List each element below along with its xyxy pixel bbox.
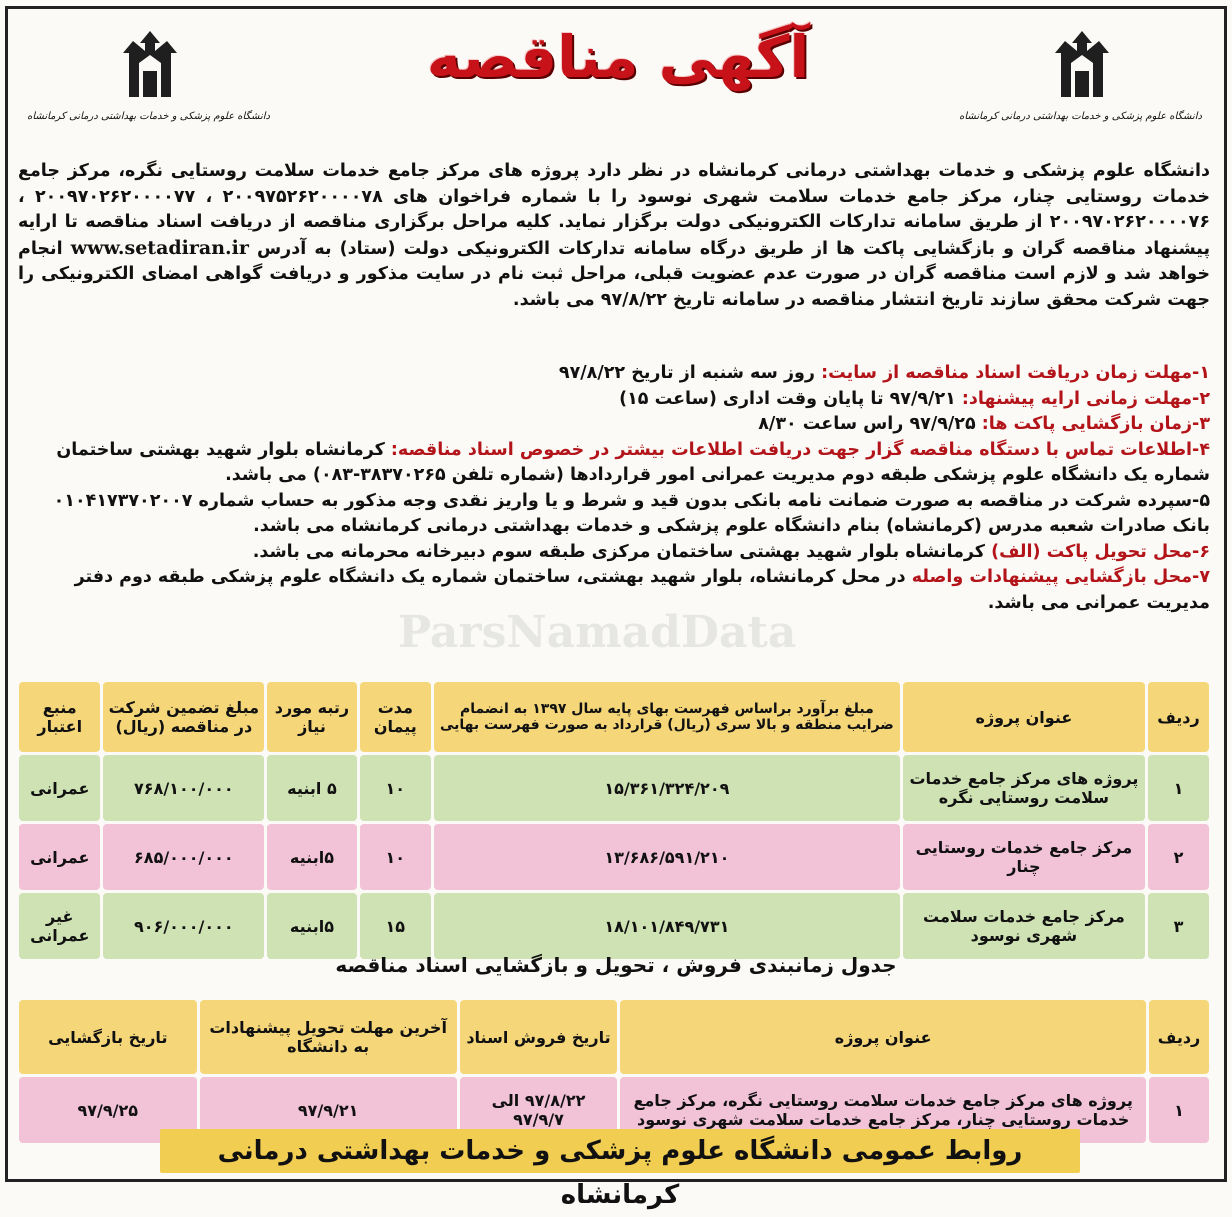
cell: غیر عمرانی [19, 893, 100, 959]
cell: ۱۵ [360, 893, 431, 959]
cell: ۹۷/۹/۲۵ [19, 1077, 197, 1143]
condition-item: ۳-زمان بازگشایی پاکت ها: ۹۷/۹/۲۵ راس ساعت ۸/۳۰ [758, 414, 1210, 434]
col-header: مبلغ تضمین شرکت در مناقصه (ریال) [103, 682, 264, 752]
cell: ۹۰۶/۰۰۰/۰۰۰ [103, 893, 264, 959]
cell: ۱۰ [360, 824, 431, 890]
notice-title: آگهی مناقصه [426, 23, 810, 91]
projects-table [16, 679, 1212, 962]
university-logo-right [959, 27, 1202, 122]
col-header: تاریخ بازگشایی [19, 1000, 197, 1074]
setad-url-link[interactable]: www.setadiran.ir [70, 236, 249, 259]
col-header: ردیف [1149, 1000, 1209, 1074]
intro-text-2: انجام خواهد شد و لازم است مناقصه گران در صورت عدم عضویت قبلی، مراحل ثبت نام در سایت مذکور و دریافت گواهی امضای الکترونیکی را جهت شرکت محقق سازند تاریخ انتشار مناقصه در سامانه تاریخ ۹۷/۸/۲۲ می باشد. [18, 238, 1210, 310]
cell: ۶۸۵/۰۰۰/۰۰۰ [103, 824, 264, 890]
col-header: مدت پیمان [360, 682, 431, 752]
col-header: رتبه مورد نیاز [267, 682, 357, 752]
table-row [19, 824, 1209, 890]
cell: ۱۰ [360, 755, 431, 821]
cell: عمرانی [19, 755, 100, 821]
table-header-row [19, 682, 1209, 752]
cell: ۹۷/۹/۲۱ [200, 1077, 457, 1143]
intro-paragraph [18, 159, 1210, 313]
cell: عمرانی [19, 824, 100, 890]
logo-caption: دانشگاه علوم پزشکی و خدمات بهداشتی درمانی کرمانشاه [27, 111, 270, 122]
schedule-table [16, 997, 1212, 1146]
condition-item: ۷-محل بازگشایی پیشنهادات واصله در محل کرمانشاه، بلوار شهید بهشتی، ساختمان شماره یک دانشگاه علوم پزشکی طبقه دوم دفتر مدیریت عمرانی می باشد. [74, 567, 1210, 613]
table-row [19, 893, 1209, 959]
footer-public-relations: روابط عمومی دانشگاه علوم پزشکی و خدمات بهداشتی درمانی کرمانشاه [160, 1129, 1080, 1173]
cell: ۳ [1148, 893, 1209, 959]
cell: ۱ [1149, 1077, 1209, 1143]
cell: مرکز جامع خدمات سلامت شهری نوسود [903, 893, 1145, 959]
col-header: عنوان پروژه [620, 1000, 1146, 1074]
cell: ۹۷/۸/۲۲ الی ۹۷/۹/۷ [460, 1077, 618, 1143]
intro-text: دانشگاه علوم پزشکی و خدمات بهداشتی درمانی کرمانشاه در نظر دارد پروژه های مرکز جامع خدمات سلامت روستایی نگره، مرکز جامع خدمات روستایی چنار، مرکز جامع خدمات سلامت شهری نوسود را با شماره فراخوان های ۲۰۰۹۷۵۲۶۲۰۰۰۰۷۸ ، ۲۰۰۹۷۰۲۶۲۰۰۰۰۷۷ ، ۲۰۰۹۷۰۲۶۲۰۰۰۰۷۶ از طریق سامانه تدارکات الکترونیکی دولت برگزار نماید. کلیه مراحل برگزاری مناقصه از دریافت اسناد مناقصه تا ارایه پیشنهاد مناقصه گران و بازگشایی پاکت ها از طریق درگاه سامانه تدارکات الکترونیکی دولت (ستاد) به آدرس [18, 161, 1211, 259]
condition-item: ۶-محل تحویل پاکت (الف) کرمانشاه بلوار شهید بهشتی ساختمان مرکزی طبقه سوم دبیرخانه محرمانه می باشد. [252, 541, 1210, 562]
col-header: آخرین مهلت تحویل پیشنهادات به دانشگاه [200, 1000, 457, 1074]
cell: ۲ [1148, 824, 1209, 890]
col-header: عنوان پروژه [903, 682, 1145, 752]
schedule-table-title: جدول زمانبندی فروش ، تحویل و بازگشایی اسناد مناقصه [335, 953, 897, 977]
col-header: مبلغ برآورد براساس فهرست بهای پایه سال ۱۳۹۷ به انضمام ضرایب منطقه و بالا سری (ریال) قرارداد به صورت فهرست بهایی [434, 682, 900, 752]
university-emblem-icon [115, 27, 185, 107]
col-header: ردیف [1148, 682, 1209, 752]
university-logo-left [27, 27, 270, 122]
cell: ۷۶۸/۱۰۰/۰۰۰ [103, 755, 264, 821]
condition-item: ۴-اطلاعات تماس با دستگاه مناقصه گزار جهت دریافت اطلاعات بیشتر در خصوص اسناد مناقصه: کرمانشاه بلوار شهید بهشتی ساختمان شماره یک دانشگاه علوم پزشکی طبقه دوم مدیریت عمرانی امور قراردادها (شماره تلفن ۳۸۳۷۰۲۶۵-۰۸۳) می باشد. [56, 439, 1210, 485]
condition-item: ۱-مهلت زمان دریافت اسناد مناقصه از سایت: روز سه شنبه از تاریخ ۹۷/۸/۲۲ [558, 363, 1210, 383]
table-header-row [19, 1000, 1209, 1074]
cell: ۱۵/۳۶۱/۳۲۴/۲۰۹ [434, 755, 900, 821]
logo-caption: دانشگاه علوم پزشکی و خدمات بهداشتی درمانی کرمانشاه [959, 111, 1202, 122]
table-row [19, 755, 1209, 821]
cell: ۱۸/۱۰۱/۸۴۹/۷۳۱ [434, 893, 900, 959]
conditions-list [18, 361, 1210, 616]
watermark: ParsNamadData [398, 607, 797, 658]
cell: ۵ ابنیه [267, 755, 357, 821]
cell: پروژه های مرکز جامع خدمات سلامت روستایی نگره [903, 755, 1145, 821]
condition-item: ۲-مهلت زمانی ارایه پیشنهاد: ۹۷/۹/۲۱ تا پایان وقت اداری (ساعت ۱۵) [619, 388, 1210, 409]
cell: ۱ [1148, 755, 1209, 821]
col-header: تاریخ فروش اسناد [460, 1000, 618, 1074]
university-emblem-icon [1047, 27, 1117, 107]
col-header: منبع اعتبار [19, 682, 100, 752]
cell: مرکز جامع خدمات روستایی چنار [903, 824, 1145, 890]
cell: ۵ابنیه [267, 893, 357, 959]
cell: پروژه های مرکز جامع خدمات سلامت روستایی نگره، مرکز جامع خدمات روستایی چنار، مرکز جامع خدمات سلامت شهری نوسود [620, 1077, 1146, 1143]
cell: ۵ابنیه [267, 824, 357, 890]
condition-item: ۵-سپرده شرکت در مناقصه به صورت ضمانت نامه بانکی بدون قید و شرط و یا واریز نقدی وجه مذکور به حساب شماره ۰۱۰۴۱۷۳۷۰۲۰۰۷ بانک صادرات شعبه مدرس (کرمانشاه) بنام دانشگاه علوم پزشکی و خدمات بهداشتی درمانی کرمانشاه می باشد. [53, 490, 1210, 536]
cell: ۱۳/۶۸۶/۵۹۱/۲۱۰ [434, 824, 900, 890]
tender-notice [5, 6, 1227, 1210]
